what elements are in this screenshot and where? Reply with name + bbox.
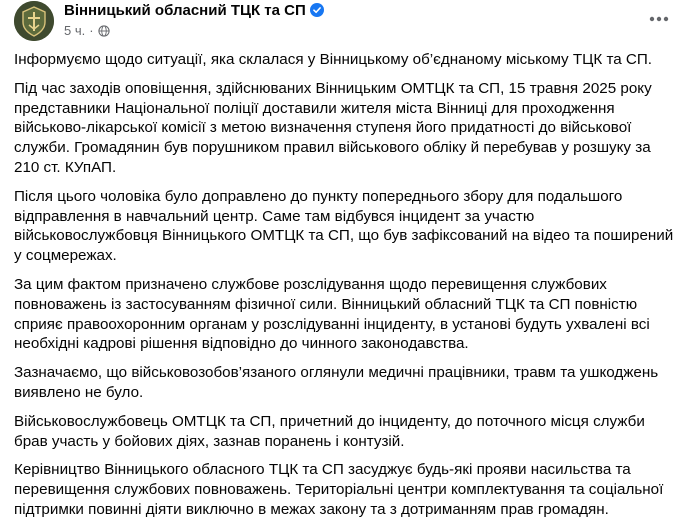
post-paragraph: Зазначаємо, що військовозобов’язаного оглянули медичні працівники, травм та ушкоджень виявлено не було.: [14, 364, 659, 401]
verified-badge-icon: [310, 3, 324, 17]
post-meta: [64, 23, 110, 38]
emblem-icon: [14, 1, 54, 41]
post-body: [14, 50, 674, 529]
author-name-text: Вінницький обласний ТЦК та СП: [64, 2, 306, 19]
author-name[interactable]: [64, 2, 324, 19]
post-paragraph: Інформуємо щодо ситуації, яка склалася у Вінницькому об’єднаному міському ТЦК та СП.: [14, 51, 653, 68]
post-paragraph: Після цього чоловіка було доправлено до пункту попереднього збору для подальшого відправлення в навчальний центр. Саме там відбувся інцидент за участю військовослужбовця Вінницького ОМТЦК та СП, що був зафіксований на відео та поширений у соцмережах.: [14, 187, 674, 265]
post-header: [14, 0, 674, 44]
meta-separator: ·: [89, 23, 94, 38]
page-avatar[interactable]: [14, 1, 54, 41]
globe-icon[interactable]: [98, 25, 110, 37]
post-paragraph: Військовослужбовець ОМТЦК та СП, причетний до інциденту, до поточного місця служби брав участь у бойових діях, зазнав поранень і контузій.: [14, 412, 645, 450]
post-paragraph: За цим фактом призначено службове розслідування щодо перевищення службових повноважень із застосуванням фізичної сили. Вінницький обласний ТЦК та СП повністю сприяє правоохоронним органам у розслідуванні інциденту, в установі будуть ухвалені всі необхідні кадрові рішення відповідно до чинного законодавства.: [14, 275, 650, 353]
post-paragraph: Керівництво Вінницького обласного ТЦК та СП засуджує будь-які прояви насильства та перевищення службових повноважень. Територіальні центри комплектування та соціальної підтримки повинні діяти виключно в межах закону та з дотриманням прав громадян.: [14, 461, 664, 518]
post-paragraph: Під час заходів оповіщення, здійснюваних Вінницьким ОМТЦК та СП, 15 травня 2025 року представники Національної поліції доставили жителя міста Вінниці для проходження військово-лікарської комісії з метою визначення ступеня його придатності до військової служби. Громадянин був порушником правил військового обліку й перебував у розшуку за 210 ст. КУпАП.: [14, 79, 652, 176]
more-options-icon: [649, 16, 669, 22]
more-options-button[interactable]: [644, 4, 674, 34]
post-timestamp[interactable]: 5 ч.: [64, 23, 86, 38]
